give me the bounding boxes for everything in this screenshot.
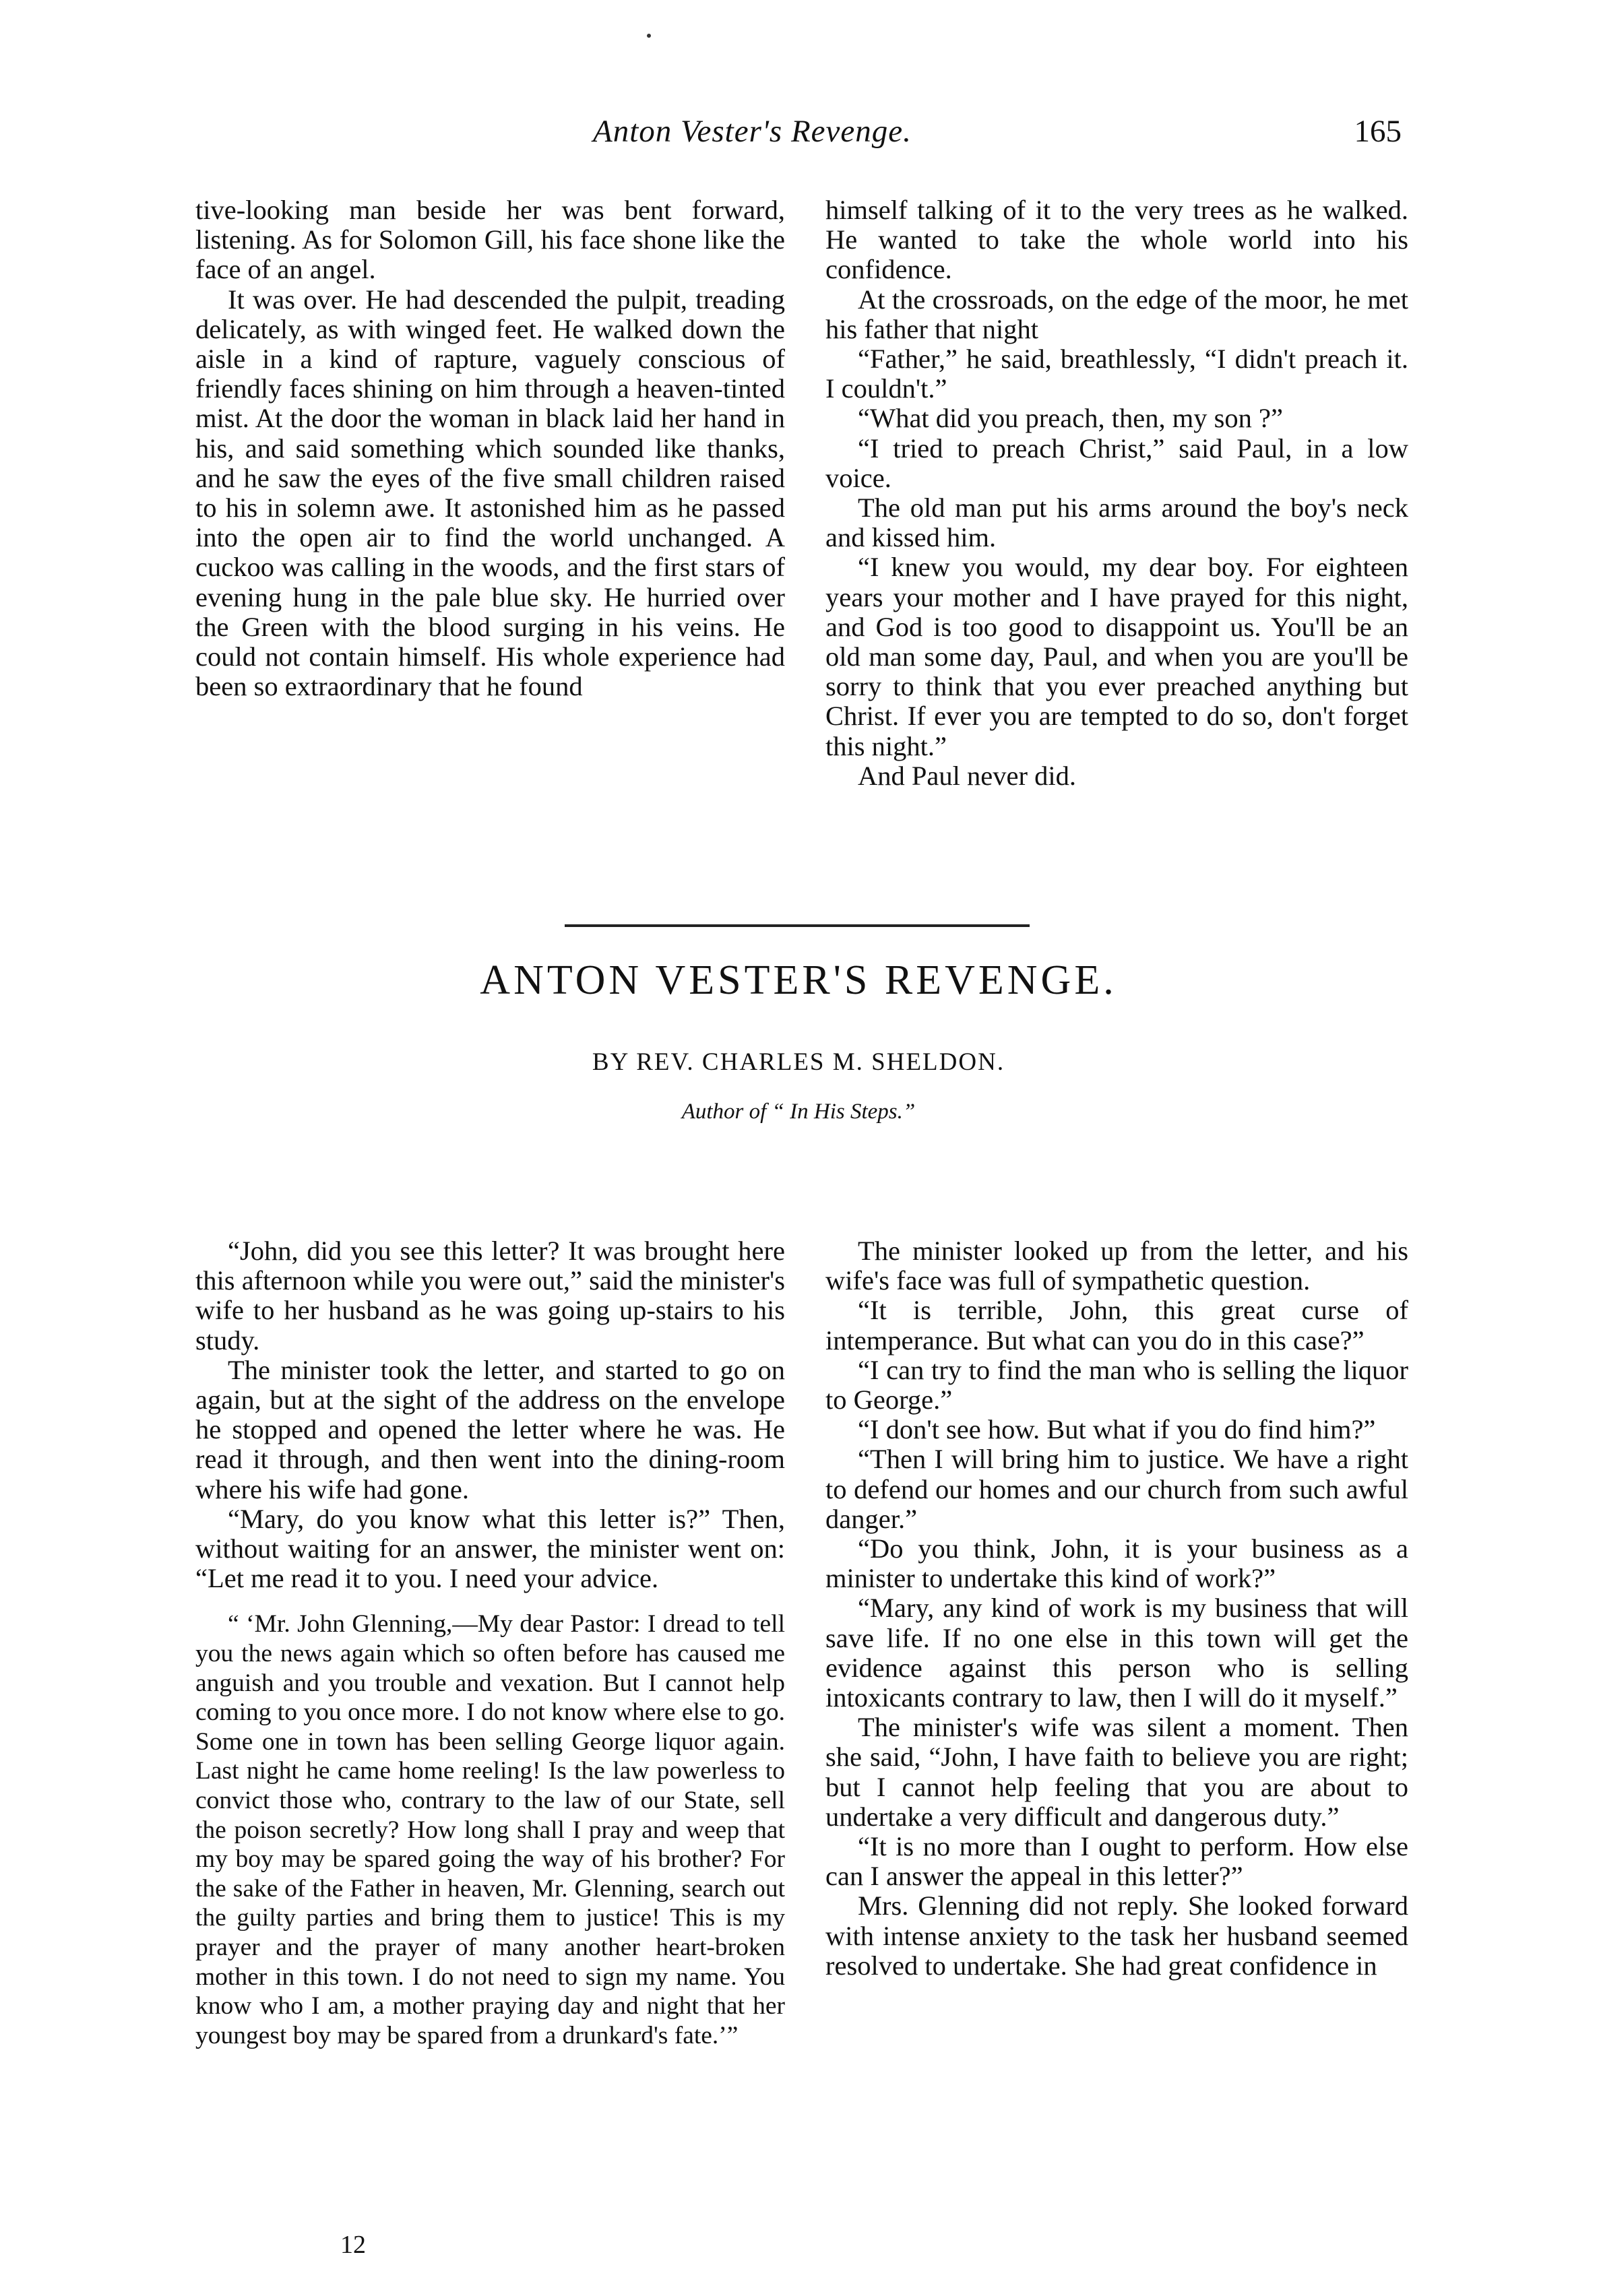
previous-story-left-column (195, 195, 785, 701)
paragraph: himself talking of it to the very trees as he walked. He wanted to take the whole world into his confidence. (825, 195, 1408, 285)
paragraph: The minister's wife was silent a moment. Then she said, “John, I have faith to believe you are right; but I cannot help feeling that you are about to undertake a very difficult and dangerous duty.” (825, 1712, 1408, 1832)
paragraph: “I tried to preach Christ,” said Paul, in a low voice. (825, 433, 1408, 493)
signature-mark: 12 (340, 2231, 366, 2259)
quoted-letter: “ ‘Mr. John Glenning,—My dear Pastor: I dread to tell you the news again which so often before has caused me anguish and you trouble and vexation. But I cannot help coming to you once more. I do not know where else to go. Some one in town has been selling George liquor again. Last night he came home reeling! Is the law powerless to convict those who, contrary to the law of our State, sell the poison secretly? How long shall I pray and weep that my boy may be spared going the way of his brother? For the sake of the Father in heaven, Mr. Glenning, search out the guilty parties and bring them to justice! This is my prayer and the prayer of many another heart-broken mother in this town. I do not need to sign my name. You know who I am, a mother praying day and night that her youngest boy may be spared from a drunkard's fate.’” (195, 1610, 785, 2049)
paragraph: “What did you preach, then, my son ?” (858, 403, 1283, 434)
paragraph: “Do you think, John, it is your business as a minister to undertake this kind of work?” (825, 1533, 1408, 1594)
paragraph: tive-looking man beside her was bent forward, listening. As for Solomon Gill, his face shone like the face of an angel. (195, 195, 785, 285)
running-title: Anton Vester's Revenge. (593, 114, 912, 149)
paragraph: “Father,” he said, breathlessly, “I didn't preach it. I couldn't.” (825, 344, 1408, 404)
ink-speck (647, 34, 651, 38)
paragraph: It was over. He had descended the pulpit, treading delicately, as with winged feet. He walked down the aisle in a kind of rapture, vaguely conscious of friendly faces shining on him through a heaven-tinted mist. At the door the woman in black laid her hand in his, and said something which sounded like thanks, and he saw the eyes of the five small children raised to his in solemn awe. It astonished him as he passed into the open air to find the world unchanged. A cuckoo was calling in the woods, and the first stars of evening hung in the pale blue sky. He hurried over the Green with the blood surging in his veins. He could not contain himself. His whole experience had been so extraordinary that he found (195, 284, 785, 702)
article-right-column (825, 1236, 1408, 1981)
author-note: Author of “ In His Steps.” (681, 1099, 916, 1124)
paragraph: “Mary, any kind of work is my business that will save life. If no one else in this town will get the evidence against this person who is selling intoxicants contrary to law, then I will do it myself.” (825, 1593, 1408, 1713)
page-number: 165 (1354, 114, 1402, 149)
paragraph: At the crossroads, on the edge of the moor, he met his father that night (825, 284, 1408, 344)
paragraph: “It is no more than I ought to perform. How else can I answer the appeal in this letter?” (825, 1831, 1408, 1892)
paragraph: “John, did you see this letter? It was brought here this afternoon while you were out,” said the minister's wife to her husband as he was going up-stairs to his study. (195, 1236, 785, 1356)
paragraph: “It is terrible, John, this great curse of intemperance. But what can you do in this case?” (825, 1295, 1408, 1356)
byline: BY REV. CHARLES M. SHELDON. (592, 1048, 1005, 1076)
section-divider (565, 924, 1030, 927)
paragraph: The minister looked up from the letter, and his wife's face was full of sympathetic question. (825, 1236, 1408, 1296)
paragraph: “Then I will bring him to justice. We have a right to defend our homes and our church from such awful danger.” (825, 1444, 1408, 1534)
article-left-column (195, 1236, 785, 2050)
paragraph: “I can try to find the man who is selling the liquor to George.” (825, 1354, 1408, 1415)
paragraph: The old man put his arms around the boy's neck and kissed him. (825, 492, 1408, 553)
paragraph: “I knew you would, my dear boy. For eighteen years your mother and I have prayed for this night, and God is too good to disappoint us. You'll be an old man some day, Paul, and when you are you'll be sorry to think that you ever preached anything but Christ. If ever you are tempted to do so, don't forget this night.” (825, 552, 1408, 761)
paragraph: And Paul never did. (858, 760, 1076, 791)
paragraph: “I don't see how. But what if you do find him?” (858, 1414, 1376, 1445)
running-header (195, 113, 1402, 160)
article-title: ANTON VESTER'S REVENGE. (480, 957, 1117, 1003)
paragraph: Mrs. Glenning did not reply. She looked forward with intense anxiety to the task her husband seemed resolved to undertake. She had great confidence in (825, 1890, 1408, 1981)
paragraph: The minister took the letter, and started to go on again, but at the sight of the address on the envelope he stopped and opened the letter where he was. He read it through, and then went into the dining-room where his wife had gone. (195, 1354, 785, 1504)
paragraph: “Mary, do you know what this letter is?” Then, without waiting for an answer, the minister went on: “Let me read it to you. I need your advice. (195, 1503, 785, 1594)
previous-story-right-column (825, 195, 1408, 791)
